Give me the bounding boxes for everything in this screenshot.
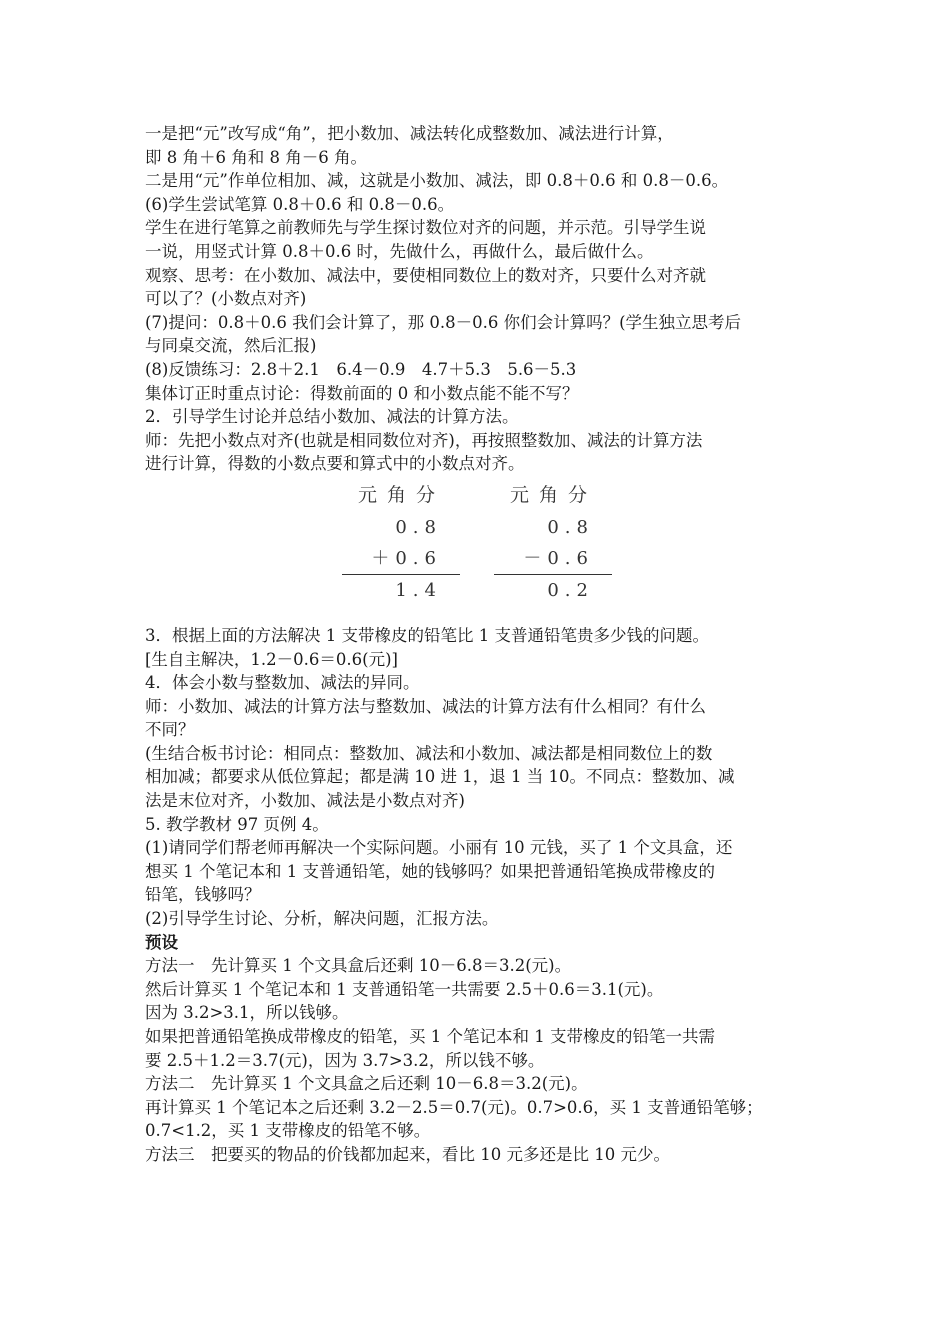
text-line: (7)提问：0.8＋0.6 我们会计算了，那 0.8－0.6 你们会计算吗？(学生独立思考后 xyxy=(145,312,742,332)
text-line: 5. 教学教材 97 页例 4。 xyxy=(145,814,329,834)
addition-column xyxy=(340,478,470,606)
text-line: 方法三 把要买的物品的价钱都加起来，看比 10 元多还是比 10 元少。 xyxy=(145,1144,670,1164)
text-line: 观察、思考：在小数加、减法中，要使相同数位上的数对齐，只要什么对齐就 xyxy=(145,265,706,285)
text-line: 如果把普通铅笔换成带橡皮的铅笔，买 1 个笔记本和 1 支带橡皮的铅笔一共需 xyxy=(145,1027,715,1046)
subtraction-column xyxy=(492,478,622,606)
text-line: 相加减；都要求从低位算起；都是满 10 进 1，退 1 当 10。不同点：整数加、减 xyxy=(145,767,735,787)
text-line: 一说，用竖式计算 0.8＋0.6 时，先做什么，再做什么，最后做什么。 xyxy=(145,241,654,261)
second-operand: ＋0.6 xyxy=(371,547,442,569)
text-block-preset xyxy=(145,954,810,1166)
first-operand: 0.8 xyxy=(547,516,594,538)
text-line: 学生在进行笔算之前教师先与学生探讨数位对齐的问题，并示范。引导学生说 xyxy=(145,218,706,238)
vertical-calculation-figure xyxy=(145,478,810,618)
text-line: 铅笔，钱够吗？ xyxy=(145,885,261,905)
text-line: (8)反馈练习：2.8＋2.1 6.4－0.9 4.7＋5.3 5.6－5.3 xyxy=(145,359,577,379)
text-line: 与同桌交流，然后汇报) xyxy=(145,336,317,356)
result: 1.4 xyxy=(395,579,442,601)
first-operand: 0.8 xyxy=(395,516,442,538)
text-line: (1)请同学们帮老师再解决一个实际问题。小丽有 10 元钱，买了 1 个文具盒，还 xyxy=(145,838,733,858)
result: 0.2 xyxy=(547,579,594,601)
text-line: 师：小数加、减法的计算方法与整数加、减法的计算方法有什么相同？有什么 xyxy=(145,696,706,716)
text-line: 不同？ xyxy=(145,720,195,740)
text-block-bottom xyxy=(145,624,810,931)
text-line: 一是把“元”改写成“角”，把小数加、减法转化成整数加、减法进行计算， xyxy=(145,124,674,143)
second-operand: －0.6 xyxy=(523,547,594,569)
text-line: (2)引导学生讨论、分析，解决问题，汇报方法。 xyxy=(145,909,499,929)
text-line: 0.7<1.2，买 1 支带橡皮的铅笔不够。 xyxy=(145,1121,431,1141)
text-line: 法是末位对齐，小数加、减法是小数点对齐) xyxy=(145,791,465,811)
text-line: 师：先把小数点对齐(也就是相同数位对齐)，再按照整数加、减法的计算方法 xyxy=(145,430,703,450)
unit-header: 元角分 xyxy=(358,483,446,506)
text-line: 方法二 先计算买 1 个文具盒之后还剩 10－6.8＝3.2(元)。 xyxy=(145,1074,588,1094)
text-line: 想买 1 个笔记本和 1 支普通铅笔，她的钱够吗？如果把普通铅笔换成带橡皮的 xyxy=(145,861,715,881)
text-block-top xyxy=(145,122,810,476)
text-line: 再计算买 1 个笔记本之后还剩 3.2－2.5＝0.7(元)。0.7>0.6，买 1 支普通铅笔够； xyxy=(145,1097,763,1117)
text-line: 可以了？(小数点对齐) xyxy=(145,289,307,309)
preset-heading: 预设 xyxy=(145,932,178,952)
text-line: 要 2.5＋1.2＝3.7(元)，因为 3.7>3.2，所以钱不够。 xyxy=(145,1050,545,1070)
text-line: 进行计算，得数的小数点要和算式中的小数点对齐。 xyxy=(145,454,525,474)
text-line: 方法一 先计算买 1 个文具盒后还剩 10－6.8＝3.2(元)。 xyxy=(145,956,572,976)
text-line: 然后计算买 1 个笔记本和 1 支普通铅笔一共需要 2.5＋0.6＝3.1(元)。 xyxy=(145,979,664,999)
text-line: 2．引导学生讨论并总结小数加、减法的计算方法。 xyxy=(145,407,519,427)
text-line: 因为 3.2>3.1，所以钱够。 xyxy=(145,1003,349,1023)
text-line: 集体订正时重点讨论：得数前面的 0 和小数点能不能不写？ xyxy=(145,383,579,403)
text-line: (6)学生尝试笔算 0.8＋0.6 和 0.8－0.6。 xyxy=(145,194,455,214)
text-line: 4．体会小数与整数加、减法的异同。 xyxy=(145,673,420,693)
text-line: [生自主解决，1.2－0.6＝0.6(元)] xyxy=(145,649,398,669)
unit-header: 元角分 xyxy=(510,483,598,506)
document-page xyxy=(145,122,810,1167)
text-line: (生结合板书讨论：相同点：整数加、减法和小数加、减法都是相同数位上的数 xyxy=(145,743,713,763)
text-line: 二是用“元”作单位相加、减，这就是小数加、减法，即 0.8＋0.6 和 0.8－0.6。 xyxy=(145,171,729,191)
text-line: 即 8 角＋6 角和 8 角－6 角。 xyxy=(145,147,367,167)
text-line: 3．根据上面的方法解决 1 支带橡皮的铅笔比 1 支普通铅笔贵多少钱的问题。 xyxy=(145,625,709,645)
